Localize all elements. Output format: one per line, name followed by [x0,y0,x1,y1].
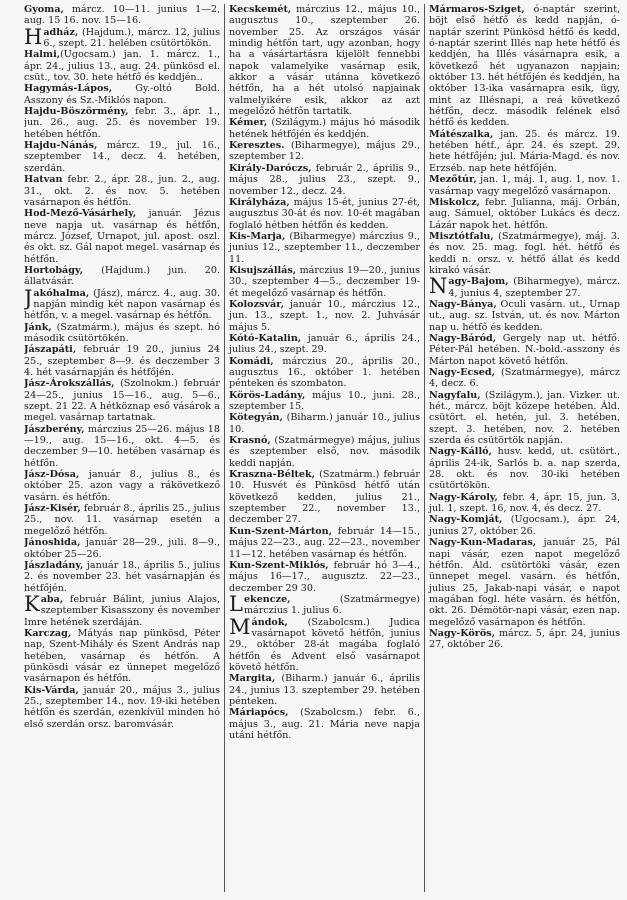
market-dates: husv. kedd, ut. csütört., április 24-ik, Sarlós b. a. nap szerda, 28. okt. és nov. 30-iki hetében csütörtökön. [429,446,620,492]
market-dates: (Szilágym.), jan. Vizker. ut. hét., márcz. böjt közepe hetében. Áld. csütört. el. hetén, jul. 3. hetében, szept. 3. hetében, nov. 2. hetében szerda és csütörtök napján. [429,389,620,447]
market-entry [229,526,420,560]
town-name: Király-Daróczs, [229,162,312,174]
column-1 [24,4,220,892]
town-name: Hatvan [24,174,63,186]
market-dates: febr. 3., ápr. 1., jun. 26., aug. 25. és november 19. hetében hétfőn. [24,106,220,140]
market-dates: márczius 12., május 10., augusztus 10., szeptember 26. november 25. Az országos vásár mindig hétfőn tart, ugy azonban, hogy ha a vásártartásra kijelölt fennebbi napok valamelyike vasárnap esik, akkor a vásár utánna következő hétfőn, ha a hét utolsó napjainak valmelyikére esik, akkor az azt megelőző hétfőn tartatik. [229,4,420,118]
market-dates: (Biharmegye) márczius 9., junius 12., szeptember 11., deczember 11. [229,230,420,265]
market-entry [229,299,420,333]
market-entry [229,673,420,707]
market-entry [229,333,420,356]
town-name: Kolozsvár, [229,298,284,310]
town-name: agy-Bajom, [448,276,509,288]
market-entry [229,390,420,413]
town-name: Nagy-Károly, [429,491,498,503]
town-name: Kraszna-Béltek, [229,469,316,481]
market-entry [24,537,220,560]
drop-cap-letter: M [229,614,251,639]
town-name: ekencze, [243,593,291,605]
drop-cap-letter: J [24,285,33,310]
market-dates: jan. 1, máj. 1, aug. 1, nov. 1. vasárnap vagy megelőző vasárnapon. [429,174,620,197]
town-name: Mármaros-Sziget, [429,4,525,15]
market-entry [229,117,420,140]
town-name: Kisujszállás, [229,264,297,276]
town-name: Nagy-Kálló, [429,446,492,458]
market-dates: Mátyás nap pünkösd, Péter nap, Szent-Mihály és Szent András nap hetében, vasárnap és hétfőn. A pünkösdi vásár ez ünnepet megelőző vasárnapon és hétfőn. [24,627,220,685]
market-entry [229,4,420,117]
market-entry [24,591,220,628]
market-dates: márcz. 19., jul. 16., szeptember 14., decz. 4. hetében, szerdán. [24,140,220,174]
market-entry [429,537,620,628]
town-name: Hortobágy, [24,264,83,276]
market-entry [429,446,620,491]
market-dates: január 6., április 24., julius 24., szept. 29. [229,332,420,356]
market-dates: (Biharm.) január 6., április 24., junius 13. szeptember 29. hetében pénteken. [229,673,420,707]
town-name: Kótó-Katalin, [229,332,302,344]
market-entry [24,208,220,265]
town-name: Jász-Dósa, [24,469,80,481]
town-name: Kémer, [229,117,268,129]
town-name: Jászladány, [24,559,84,571]
town-name: Jászberény, [24,423,85,435]
market-entry [429,333,620,367]
town-name: Nagy-Bánya, [429,298,497,310]
market-entry [24,503,220,537]
market-dates: (Biharmegye), márcz. 4, junius 4, szeptember 27. [448,276,620,299]
column-3 [424,4,620,892]
town-name: Jász-Árokszállás, [24,378,115,390]
market-dates: márczius 19—20., junius 30., szeptember 4—5., deczember 19-ét megelőző vasárnap és hétfőn. [229,264,420,299]
town-name: Nagyfalu, [429,389,481,401]
market-dates: febr. 2., ápr. 28., jun. 2., aug. 31., okt. 2. és nov. 5. hetében vasárnapon és hétfőn. [24,174,220,208]
market-dates: (Szatmármegye), máj. 3. és nov. 25. mag. fogl. hét. hétfő és keddi n. orsz. v. hétfő állat és kedd kirakó vásár. [429,230,620,276]
market-entry [24,265,220,288]
market-dates: Oculi vasárn. ut., Urnap ut., aug. sz. István, ut. és nov. Márton nap u. hétfő és kedden. [429,298,620,333]
market-dates: márcz. 5, ápr. 24, junius 27, október 26. [429,627,620,651]
town-name: Mezőtúr, [429,174,477,186]
market-dates: febr. Julianna, máj. Orbán, aug. Sámuel, október Lukács és decz. Lázár napok het. hétfőn. [429,196,620,231]
market-dates: (Jász), márcz. 4., aug. 30. napján mindig két napon vasárnap és hétfőn, v. a megel. vasárnap és hétfőn. [24,287,220,322]
market-dates: (Szilágym.) május hó második hetének hétfőjén és keddjén. [229,117,420,140]
town-name: Jánk, [24,321,52,333]
market-dates: (Szolnokm.) február 24—25., junius 15—16., aug. 5—6., szept. 21 22. A hétköznap eső vásárok a megel. vasárnap tartatnak. [24,378,220,424]
town-name: Kötegyán, [229,412,283,424]
market-entry [229,412,420,435]
town-name: aba, [40,593,64,605]
town-name: adház, [43,26,79,38]
town-name: Nagy-Körös, [429,627,495,639]
town-name: Nagy-Ecsed, [429,367,495,378]
market-entry [24,344,220,378]
town-name: Komádi, [229,355,274,367]
town-name: Nagy-Báród, [429,332,497,344]
market-dates: (Ugocsam.) jan. 1. márcz. 1., ápr. 24., julius 13., aug. 24. pünkösd el. csüt., tov. 30. hete hétfő és keddjén.. [24,49,220,84]
market-dates: január. Jézus neve napja ut. vasárnap és hétfőn, márcz. József, Urnapot, jul. apost. oszl. és okt. sz. Gál napot megel. vasárnap és hétfőn. [24,208,220,265]
town-name: Misztótfalu, [429,230,494,242]
town-name: Jánoshida, [24,537,81,549]
market-entry [229,163,420,197]
drop-cap-letter: L [229,591,243,616]
market-dates: (Hajdum.) jun. 20. állatvásár. [24,264,220,288]
market-dates: (Szabolcsm.) febr. 6., május 3., aug. 21. Mária neve napja utáni hétfőn. [229,707,420,741]
market-entry [24,49,220,83]
market-entry [24,424,220,469]
town-name: Jászapáti, [24,344,77,356]
town-name: Karczag, [24,627,72,639]
market-entry [429,492,620,515]
market-entry [229,140,420,163]
market-dates: február hó 3—4., május 16—17., augusztz. 22—23., deczember 29 30. [229,559,420,594]
market-dates: január 10., márczius 12., jun. 13., szept. 1., nov. 2. Juhvásár május 5. [229,298,420,333]
town-name: Margita, [229,673,276,685]
market-entry [429,4,620,129]
market-dates: február 2., április 9., május 28., julius 23., szept. 9., november 12., decz. 24. [229,162,420,197]
market-dates: február 8., április 25., julius 25., nov. 11. vasárnap esetén a megelőző hétfőn. [24,503,220,537]
market-dates: febr. 4, ápr. 15, jun. 3, jul. 1, szept. 16, nov. 4, és decz. 27. [429,491,620,515]
market-entry [429,174,620,197]
market-entry [229,231,420,265]
market-entry [229,469,420,526]
market-entry [24,322,220,345]
market-entry [24,378,220,423]
market-entry [429,628,620,651]
town-name: Miskolcz, [429,196,480,208]
market-entry [229,614,420,674]
market-dates: (Hajdum.), márcz. 12, julius 6., szept. 21. helében csütörtökön. [43,26,220,50]
market-entry [24,628,220,685]
market-dates: (Szatmármegye) márczius 1. julius 6. [243,593,420,617]
market-dates: május 10., juni. 28., szeptember 15. [229,389,420,413]
market-entry [229,197,420,231]
market-dates: Gergely nap ut. hétfő. Péter-Pál hetében. N.-bold.-asszony és Márton napot követő hétfőn. [429,332,620,367]
market-dates: Gy.-oltó Bold. Asszony és Sz.-Miklós napon. [24,83,220,106]
market-dates: márcz. 10—11. junius 1—2, aug. 15 16. nov. 15—16. [24,4,220,27]
market-entry [429,367,620,390]
market-entry [429,129,620,174]
town-name: Királyháza, [229,196,290,208]
market-dates: február 19 20., junius 24 25., szeptember 8—9. és deczember 3 4. hét vasárnapján és hétfőjén. [24,344,220,378]
market-dates: január 8., julius 8., és október 25. azon vagy a rákövetkező vasárn. és hétfőn. [24,469,220,503]
drop-cap-letter: N [429,274,448,299]
market-entry [229,707,420,741]
column-2 [224,4,420,892]
market-entry [229,356,420,390]
market-dates: január 18., április 5., julius 2. és november 23. hét vasárnapján és hétfőjén. [24,559,220,594]
market-dates: (Szabolcsm.) Judica vasárnapot követő hétfőn, junius 29., október 28-át magába foglaló hétfőn és Advent első vasárnapot követő hétfőn. [229,616,420,673]
town-name: Jász-Kisér, [24,503,81,515]
market-entry [24,469,220,503]
town-name: Kis-Várda, [24,684,79,696]
market-entry [24,83,220,106]
town-name: Kecskemét, [229,4,292,15]
market-dates: január 28—29., juli. 8—9., október 25—26. [24,537,220,560]
drop-cap-letter: H [24,24,43,49]
market-entry [429,390,620,447]
market-entry [229,435,420,469]
drop-cap-letter: K [24,591,40,616]
town-name: Hod-Mező-Vásárhely, [24,208,137,220]
market-dates: február 14—15., május 22—23., aug. 22—23., november 11—12. hetében vasárnap és hétfőn. [229,525,420,560]
market-entry [24,174,220,208]
market-entry [429,197,620,231]
market-dates: (Szatmárm.) február 10. Husvét és Pünkösd hétfő után következő kedden, julius 21., szeptember 22., november 13., deczember 27. [229,469,420,526]
market-entry [429,514,620,537]
town-name: Máriapócs, [229,707,289,719]
town-name: akóhalma, [33,287,90,299]
market-entry [24,24,220,50]
town-name: Hajdu-Böszörmény, [24,106,129,118]
town-name: Nagy-Kun-Madaras, [429,537,537,549]
market-entry [229,591,420,617]
three-column-layout [24,4,620,892]
market-entry [24,560,220,594]
market-entry [24,685,220,730]
market-entry [429,231,620,276]
town-name: Krasnó, [229,435,271,447]
market-dates: (Szatmármegye) május, julius és szeptember első, nov. második keddi napján. [229,435,420,469]
market-dates: (Szatmármegye), márcz 4, decz. 6. [429,367,620,390]
market-dates: május 15-ét, junius 27-ét, augusztus 30-át és nov. 10-ét magában foglaló hétben hétfőn és kedden. [229,196,420,231]
market-dates: (Ugocsam.), ápr. 24, junius 27, október 26. [429,514,620,537]
market-entry [429,299,620,333]
market-entry [24,140,220,174]
market-dates: (Biharm.) január 10., julius 10. [229,412,420,435]
market-entry [24,4,220,27]
market-dates: január 20., május 3., julius 25., szeptember 14., nov. 19-iki hetében hétfőn és szerdán, ezenkívül minden hó első szerdán orsz. baromvásár. [24,684,220,730]
town-name: Mátészalka, [429,128,494,140]
town-name: Hajdu-Nánás, [24,140,98,152]
town-name: Körös-Ladány, [229,389,306,401]
town-name: Gyoma, [24,4,64,15]
market-entry [429,276,620,299]
town-name: ándok, [251,616,288,628]
market-dates: márczius 25—26. május 18—19., aug. 15—16., okt. 4—5. és deczember 9—10. hetében vasárnap és hétfőn. [24,423,220,469]
market-entry [24,285,220,322]
town-name: Hagymás-Lápos, [24,83,113,95]
market-dates: jan. 25. és márcz. 19. hetében hétf., ápr. 24. és szept. 29. hete hétfőjén; jul. Mária-Magd. és nov. Erzséb. nap hete hétfőjén. [429,128,620,174]
market-dates: márczius 20., április 20., augusztus 16., október 1. hetében pénteken és szombaton. [229,355,420,390]
town-name: Keresztes. [229,140,285,152]
market-dates: február Bálint, junius Alajos, szeptember Kisasszony és november Imre hetének szerdáján. [24,593,220,628]
market-entry [24,106,220,140]
market-entry [229,265,420,299]
town-name: Nagy-Komját, [429,514,503,526]
town-name: Kun-Szent-Miklós, [229,559,329,571]
market-dates: (Biharmegye), május 29., szeptember 12. [229,140,420,163]
town-name: Kun-Szent-Márton, [229,525,332,537]
town-name: Halmi, [24,49,61,61]
town-name: Kis-Marja, [229,230,286,242]
market-dates: (Szatmárm.), május és szept. hó második csütörtökén. [24,321,220,344]
market-dates: ó-naptár szerint, böjt első hétfő és kedd napján, ó-naptár szerint Pünkösd hétfő és kedd, ó-naptár szerint Illés nap hete hétfő és keddjén, ha Illés vásárnapra esik, a következő hét ugyanazon napjain; október 13. hét hétfőjén és keddjén, ha október 13-ika vasárnapra esik, ügy, mint az Illésnapi, a reá következő hétfőn, decz. második felének első hétfő és kedden. [429,4,620,129]
market-dates: január 25, Pál napi vásár, ezen napot megelőző hétfőn. Áld. csütörtöki vásár, ezen ünnepet megel. vasárn. és hétfőn, julius 25, Jakab-napi vásár, e napot magában fogl. héte vasárn. és hétfőn, okt. 26. Démötör-napi vásár, ezen nap. megelőző vasárnapon és hétfőn. [429,537,620,628]
market-entry [229,560,420,594]
